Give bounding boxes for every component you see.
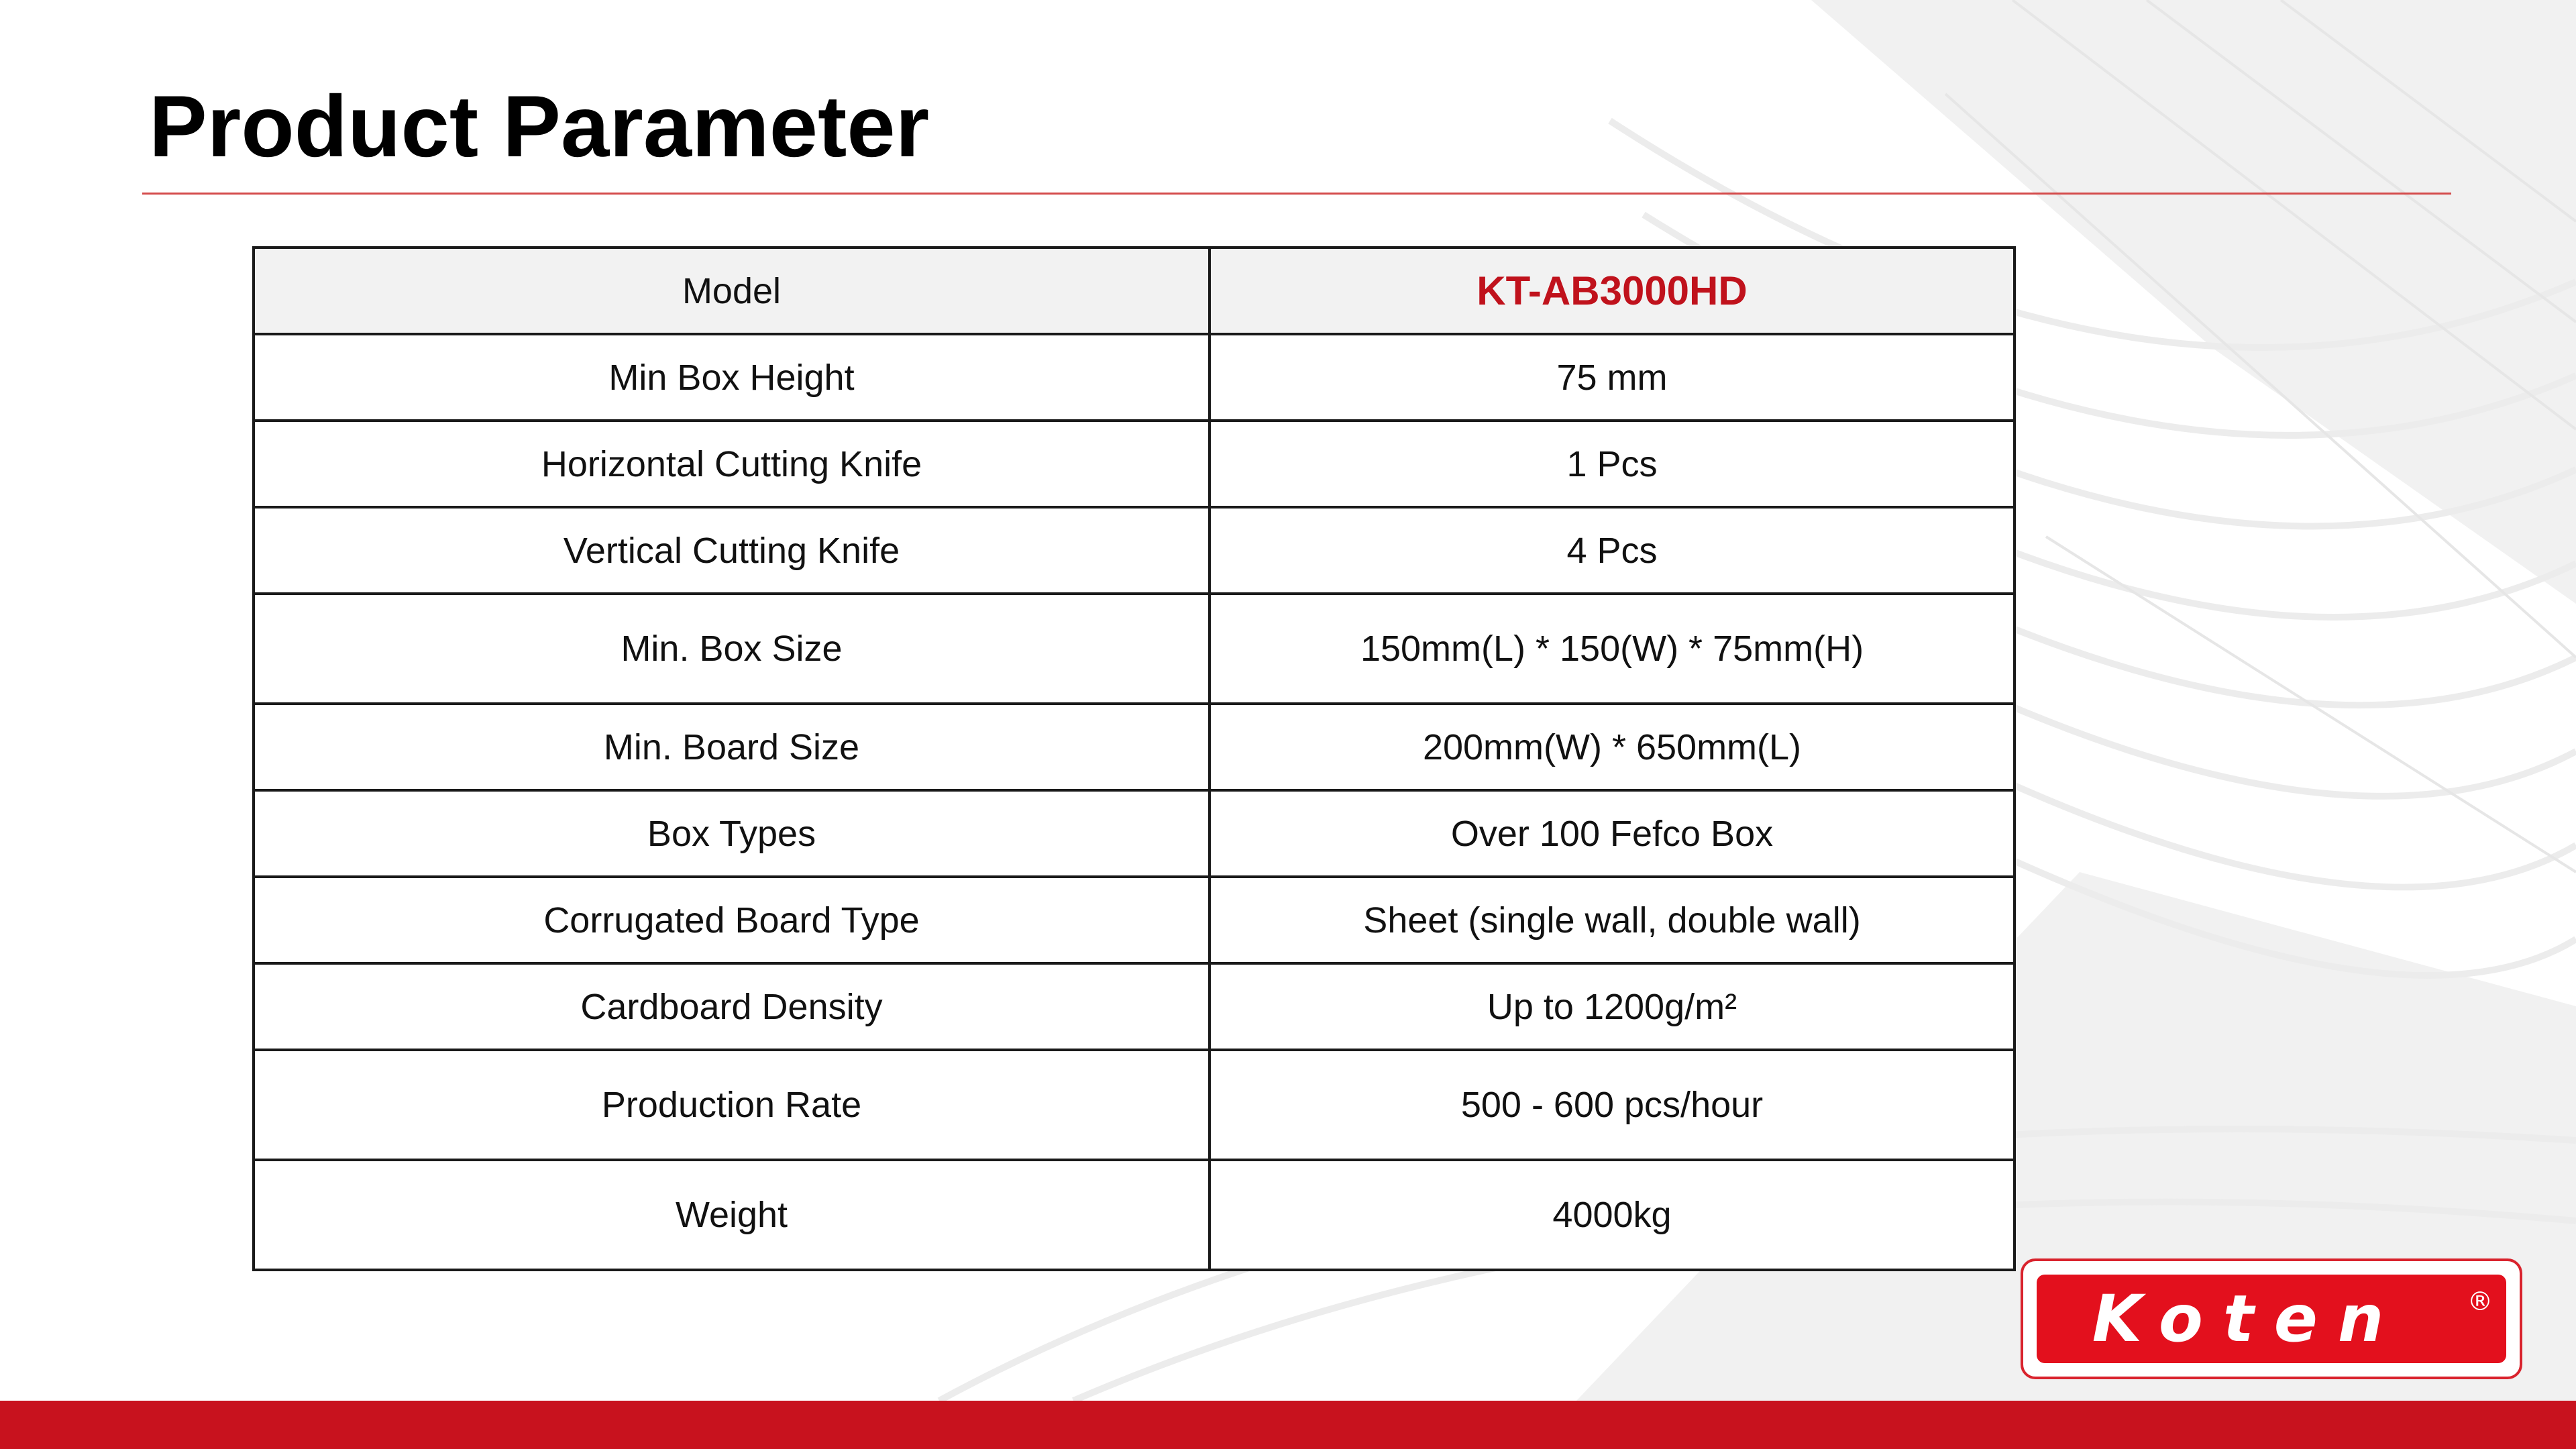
row-value: Up to 1200g/m² (1210, 963, 2015, 1050)
footer-bar (0, 1401, 2576, 1449)
row-label: Cardboard Density (254, 963, 1210, 1050)
row-label: Min. Board Size (254, 704, 1210, 790)
row-value: Over 100 Fefco Box (1210, 790, 2015, 877)
table-row (254, 507, 2015, 594)
row-label: Horizontal Cutting Knife (254, 421, 1210, 507)
row-value: Sheet (single wall, double wall) (1210, 877, 2015, 963)
table-row (254, 963, 2015, 1050)
parameter-table (252, 246, 2016, 1271)
table-row (254, 877, 2015, 963)
table-row (254, 421, 2015, 507)
row-label: Box Types (254, 790, 1210, 877)
row-label: Weight (254, 1160, 1210, 1270)
row-label: Corrugated Board Type (254, 877, 1210, 963)
table-row (254, 704, 2015, 790)
title-divider (142, 193, 2451, 195)
table-row (254, 334, 2015, 421)
row-label: Min Box Height (254, 334, 1210, 421)
logo-badge (2037, 1275, 2506, 1363)
row-value: 500 - 600 pcs/hour (1210, 1050, 2015, 1160)
row-value: 150mm(L) * 150(W) * 75mm(H) (1210, 594, 2015, 704)
row-label: Vertical Cutting Knife (254, 507, 1210, 594)
table-header-row (254, 248, 2015, 334)
table-row (254, 1160, 2015, 1270)
row-label: Min. Box Size (254, 594, 1210, 704)
row-value: 1 Pcs (1210, 421, 2015, 507)
header-label-cell: Model (254, 248, 1210, 334)
model-value-cell: KT-AB3000HD (1210, 248, 2015, 334)
row-label: Production Rate (254, 1050, 1210, 1160)
koten-logo (2021, 1258, 2522, 1379)
page-title: Product Parameter (149, 77, 930, 175)
table-row (254, 790, 2015, 877)
logo-wordmark: Koten (2092, 1281, 2404, 1356)
row-value: 200mm(W) * 650mm(L) (1210, 704, 2015, 790)
table-row (254, 594, 2015, 704)
registered-mark: ® (2467, 1287, 2493, 1316)
row-value: 75 mm (1210, 334, 2015, 421)
row-value: 4000kg (1210, 1160, 2015, 1270)
row-value: 4 Pcs (1210, 507, 2015, 594)
table-row (254, 1050, 2015, 1160)
